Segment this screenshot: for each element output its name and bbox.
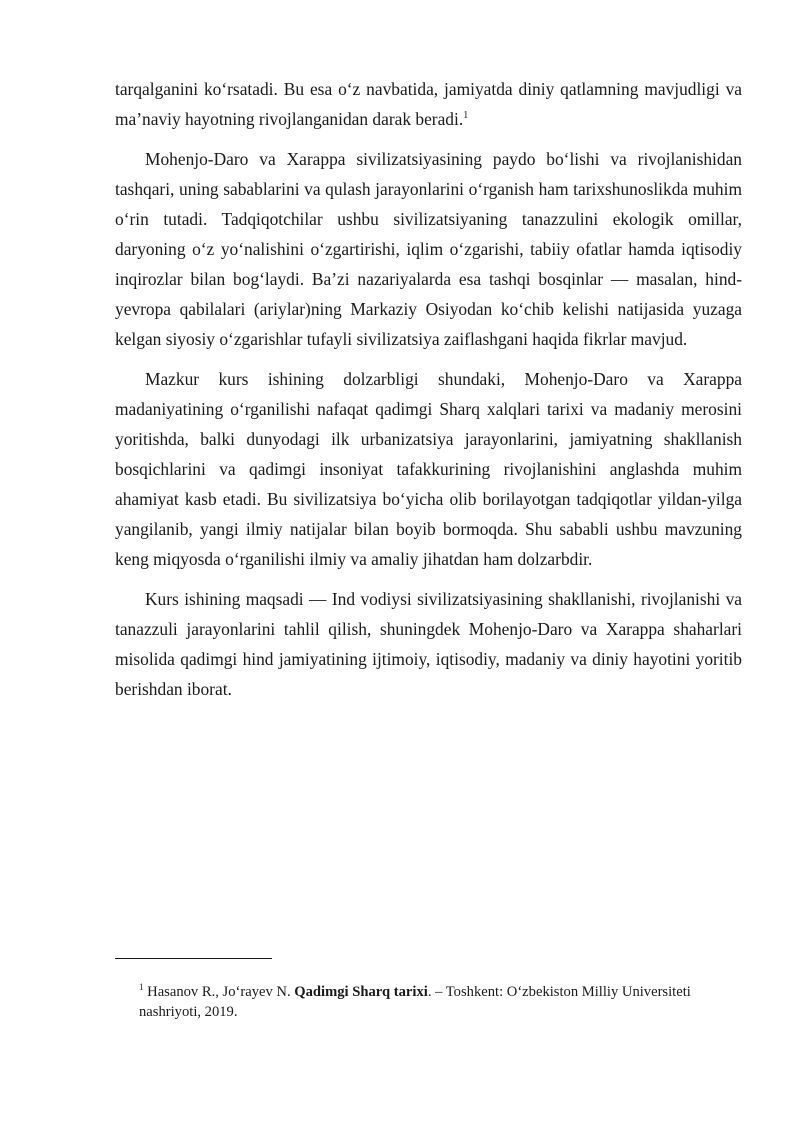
footnote-reference[interactable]: 1: [463, 110, 469, 121]
footnote-number: 1: [139, 982, 144, 992]
paragraph-2: Mohenjo-Daro va Xarappa sivilizatsiyasining paydo bo‘lishi va rivojlanishidan tashqari, uning sabablarini va qulash jarayonlarini o‘rganish ham tarixshunoslikda muhim o‘rin tutadi. Tadqiqotchilar ushbu sivilizatsiyaning tanazzulini ekologik omillar, daryoning o‘z yo‘nalishini o‘zgartirishi, iqlim o‘zgarishi, tabiiy ofatlar hamda iqtisodiy inqirozlar bilan bog‘laydi. Ba’zi nazariyalarda esa tashqi bosqinlar — masalan, hind-yevropa qabilalari (ariylar)ning Markaziy Osiyodan ko‘chib kelishi natijasida yuzaga kelgan siyosiy o‘zgarishlar tufayli sivilizatsiya zaiflashgani haqida fikrlar mavjud.: [115, 149, 742, 349]
footnote-separator: [115, 958, 272, 959]
paragraph-4: Kurs ishining maqsadi — Ind vodiysi sivilizatsiyasining shakllanishi, rivojlanishi va tanazzuli jarayonlarini tahlil qilish, shuningdek Mohenjo-Daro va Xarappa shaharlari misolida qadimgi hind jamiyatining ijtimoiy, iqtisodiy, madaniy va diniy hayotini yoritib berishdan iborat.: [115, 589, 742, 699]
footnote-title: Qadimgi Sharq tarixi: [294, 984, 428, 1000]
footnote: [139, 982, 699, 1022]
paragraph-3: Mazkur kurs ishining dolzarbligi shundaki, Mohenjo-Daro va Xarappa madaniyatining o‘rganilishi nafaqat qadimgi Sharq xalqlari tarixi va madaniy merosini yoritishda, balki dunyodagi ilk urbanizatsiya jarayonlarini, jamiyatning shakllanish bosqichlarini va qadimgi insoniyat tafakkurining rivojlanishini anglashda muhim ahamiyat kasb etadi. Bu sivilizatsiya bo‘yicha olib borilayotgan tadqiqotlar yildan-yilga yangilanib, yangi ilmiy natijalar bilan boyib bormoqda. Shu sababli ushbu mavzuning keng miqyosda o‘rganilishi ilmiy va amaliy jihatdan ham dolzarbdir.: [115, 369, 742, 569]
paragraph-1: [115, 74, 742, 134]
body-text: [115, 74, 742, 714]
paragraph-1-text: tarqalganini ko‘rsatadi. Bu esa o‘z navbatida, jamiyatda diniy qatlamning mavjudligi va ma’naviy hayotning rivojlanganidan darak beradi.: [115, 79, 742, 129]
footnote-authors: Hasanov R., Jo‘rayev N.: [143, 984, 295, 1000]
footnote-publisher: . – Toshkent: O‘zbekiston Milliy Universiteti nashriyoti, 2019.: [139, 984, 691, 1020]
